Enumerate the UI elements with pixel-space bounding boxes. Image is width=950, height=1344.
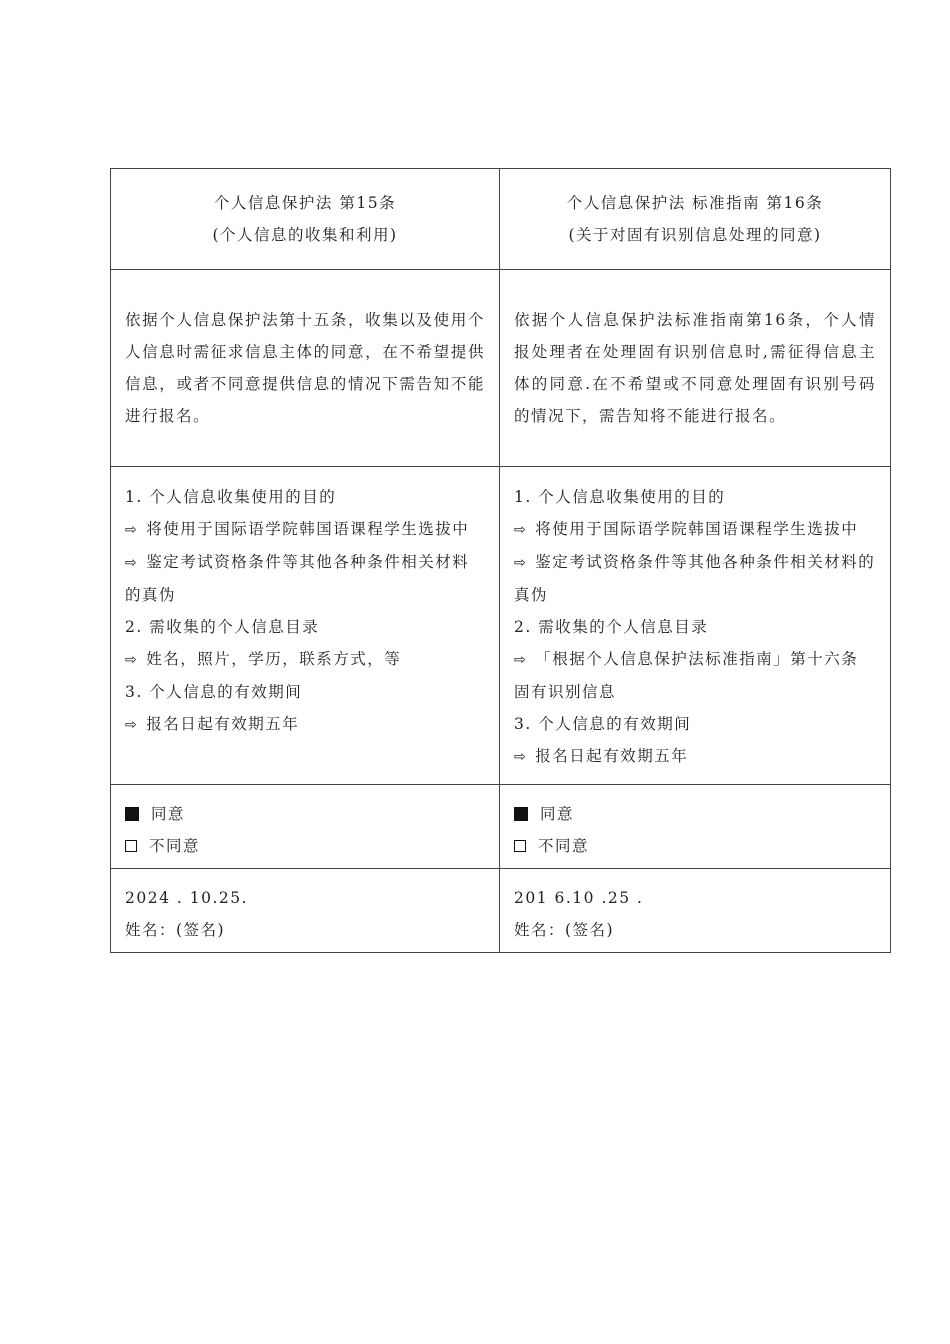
left-description-cell <box>111 270 500 467</box>
right-signature: 姓名：(签名) <box>514 921 615 939</box>
left-items-cell <box>111 467 500 785</box>
arrow-icon: ⇨ <box>125 652 139 668</box>
header-row <box>111 169 891 270</box>
right-subtitle: (关于对固有识别信息处理的同意) <box>568 226 822 244</box>
left-header-cell <box>111 169 500 270</box>
right-disagree-label: 不同意 <box>538 837 590 855</box>
left-signature: 姓名：(签名) <box>125 921 226 939</box>
list-item-arrow <box>125 546 485 611</box>
list-item-heading: 1. 个人信息收集使用的目的 <box>125 488 337 506</box>
left-disagree-option[interactable] <box>125 830 485 862</box>
list-item-arrow <box>125 708 485 741</box>
left-choice-cell <box>111 785 500 869</box>
consent-table <box>110 168 891 953</box>
list-item-heading: 2. 需收集的个人信息目录 <box>125 618 320 636</box>
left-subtitle: (个人信息的收集和利用) <box>212 226 398 244</box>
items-row <box>111 467 891 785</box>
list-item-text: 鉴定考试资格条件等其他各种条件相关材料的真伪 <box>514 553 876 604</box>
right-disagree-option[interactable] <box>514 830 876 862</box>
list-item-text: 「根据个人信息保护法标准指南」第十六条 固有识别信息 <box>514 650 859 701</box>
arrow-icon: ⇨ <box>125 555 139 571</box>
right-description: 依据个人信息保护法标准指南第16条，个人情报处理者在处理固有识别信息时,需征得信息主体的同意.在不希望或不同意处理固有识别号码的情况下，需告知将不能进行报名。 <box>514 311 876 425</box>
list-item-heading: 1. 个人信息收集使用的目的 <box>514 488 726 506</box>
list-item-arrow <box>514 643 876 708</box>
right-date: 201 6.10 .25 . <box>514 889 644 907</box>
right-disagree-checkbox[interactable] <box>514 840 526 852</box>
left-agree-option[interactable] <box>125 798 485 830</box>
list-item-text: 姓名，照片，学历，联系方式，等 <box>146 650 402 668</box>
right-choice-cell <box>500 785 891 869</box>
list-item-arrow <box>125 513 485 546</box>
right-description-cell <box>500 270 891 467</box>
right-agree-option[interactable] <box>514 798 876 830</box>
list-item-heading: 3. 个人信息的有效期间 <box>125 683 303 701</box>
consent-choice-row <box>111 785 891 869</box>
right-sign-cell <box>500 869 891 953</box>
arrow-icon: ⇨ <box>125 717 139 733</box>
right-items-list <box>514 481 876 773</box>
list-item-arrow <box>514 546 876 611</box>
list-item-text: 报名日起有效期五年 <box>535 747 689 765</box>
left-description: 依据个人信息保护法第十五条，收集以及使用个人信息时需征求信息主体的同意，在不希望提供信息，或者不同意提供信息的情况下需告知不能进行报名。 <box>125 311 485 425</box>
left-date: 2024 . 10.25. <box>125 889 249 907</box>
description-row <box>111 270 891 467</box>
left-title: 个人信息保护法 第15条 <box>213 194 397 212</box>
left-agree-checkbox[interactable] <box>125 807 139 821</box>
right-items-cell <box>500 467 891 785</box>
left-disagree-checkbox[interactable] <box>125 840 137 852</box>
list-item-text: 鉴定考试资格条件等其他各种条件相关材料的真伪 <box>125 553 470 604</box>
list-item-text: 将使用于国际语学院韩国语课程学生选拔中 <box>146 520 470 538</box>
arrow-icon: ⇨ <box>514 652 528 668</box>
list-item-text: 将使用于国际语学院韩国语课程学生选拔中 <box>535 520 859 538</box>
arrow-icon: ⇨ <box>514 522 528 538</box>
left-sign-cell <box>111 869 500 953</box>
right-title: 个人信息保护法 标准指南 第16条 <box>566 194 824 212</box>
arrow-icon: ⇨ <box>514 555 528 571</box>
list-item-heading: 3. 个人信息的有效期间 <box>514 715 692 733</box>
right-agree-checkbox[interactable] <box>514 807 528 821</box>
arrow-icon: ⇨ <box>125 522 139 538</box>
left-agree-label: 同意 <box>151 805 186 823</box>
right-header-cell <box>500 169 891 270</box>
left-items-list <box>125 481 485 741</box>
signature-row <box>111 869 891 953</box>
list-item-text: 报名日起有效期五年 <box>146 715 300 733</box>
list-item-heading: 2. 需收集的个人信息目录 <box>514 618 709 636</box>
left-disagree-label: 不同意 <box>149 837 201 855</box>
list-item-arrow <box>125 643 485 676</box>
right-agree-label: 同意 <box>540 805 575 823</box>
list-item-arrow <box>514 513 876 546</box>
arrow-icon: ⇨ <box>514 749 528 765</box>
list-item-arrow <box>514 740 876 773</box>
